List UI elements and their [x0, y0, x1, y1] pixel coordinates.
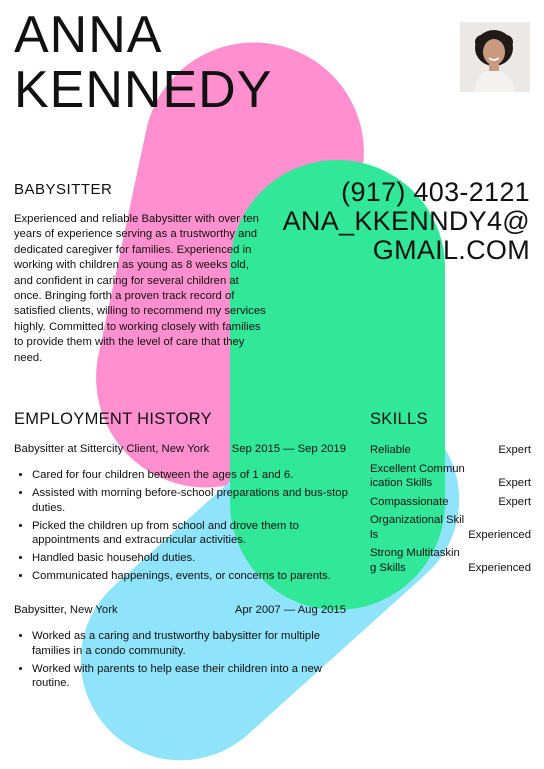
- skill-row: [370, 462, 531, 491]
- email-line-1[interactable]: ANA_KKENNDY4@: [282, 206, 530, 236]
- skill-name: Compassionate: [370, 495, 449, 508]
- job-header: [14, 604, 346, 616]
- phone-number[interactable]: (917) 403-2121: [341, 177, 530, 207]
- skill-row: [370, 546, 531, 575]
- job-duties-list: [14, 468, 352, 587]
- job-dates: Apr 2007 — Aug 2015: [234, 604, 346, 616]
- skills-section-title: SKILLS: [370, 410, 428, 428]
- list-item: • Cared for four children between the ages of 1 and 6.: [32, 468, 352, 483]
- employment-section-title: EMPLOYMENT HISTORY: [14, 410, 212, 428]
- email-line-2[interactable]: GMAIL.COM: [372, 235, 530, 265]
- job-title: BABYSITTER: [14, 181, 113, 198]
- contact-info: [283, 178, 530, 265]
- first-name: ANNA: [14, 6, 163, 64]
- list-item: • Assisted with morning before-school preparations and bus-stop duties.: [32, 486, 352, 515]
- skill-row: [370, 443, 531, 458]
- job-duties-list: [14, 629, 352, 694]
- skill-level: Expert: [498, 495, 531, 508]
- list-item: • Worked as a caring and trustworthy babysitter for multiple families in a condo community.: [32, 629, 352, 658]
- profile-photo: [460, 22, 530, 92]
- skill-level: Experienced: [468, 528, 531, 541]
- skill-level: Expert: [498, 477, 531, 489]
- portrait-image: [460, 22, 530, 92]
- skill-name: Reliable: [370, 444, 411, 456]
- list-item: • Communicated happenings, events, or concerns to parents.: [32, 569, 352, 584]
- skill-level: Expert: [498, 444, 531, 456]
- skill-row: [370, 495, 531, 510]
- candidate-name: [14, 8, 272, 118]
- last-name: KENNEDY: [14, 61, 273, 119]
- skill-row: [370, 513, 531, 542]
- list-item: • Picked the children up from school and drove them to appointments and extracurricular activities.: [32, 519, 352, 548]
- skill-name: Organizational Skills: [370, 514, 465, 541]
- job-position: Babysitter at Sittercity Client, New York: [14, 443, 210, 455]
- job-dates: Sep 2015 — Sep 2019: [231, 443, 346, 455]
- list-item: • Handled basic household duties.: [32, 551, 352, 566]
- skill-name: Excellent Communication Skills: [370, 462, 465, 489]
- job-header: [14, 443, 346, 455]
- skill-level: Experienced: [468, 561, 531, 574]
- profile-summary: Experienced and reliable Babysitter with over ten years of experience serving as a trustworthy and dedicated caregiver for families. Experienced in working with children as young as 8 weeks old, and confident in caring for several children at once. Bringing forth a proven track record of satisfied clients, willing to recommend my services highly. Committed to working closely with families to provide them with the level of care that they need.: [14, 213, 266, 364]
- skills-list: [370, 443, 531, 579]
- job-position: Babysitter, New York: [14, 604, 118, 616]
- list-item: • Worked with parents to help ease their children into a new routine.: [32, 662, 352, 691]
- skill-name: Strong Multitasking Skills: [370, 547, 460, 574]
